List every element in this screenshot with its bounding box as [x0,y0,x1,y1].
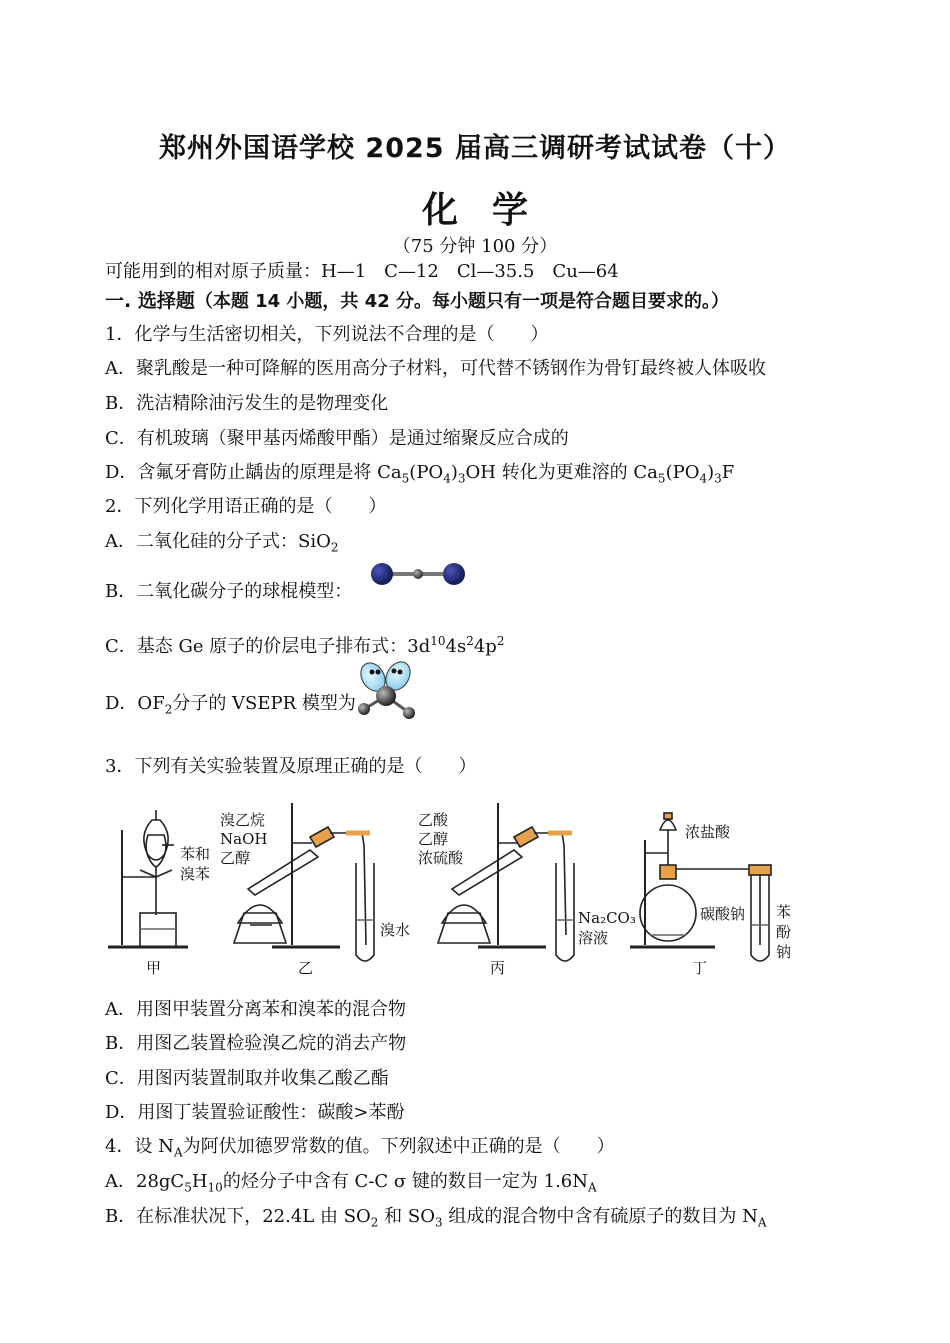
q2-option-a: A．二氧化硅的分子式：SiO$_2$ [105,531,339,555]
q1-option-b: B．洗洁精除油污发生的是物理变化 [105,393,389,414]
bing-text4: Na₂CO₃ [578,909,636,927]
section-title: 一. 选择题 [105,290,195,312]
yi-text3: 乙醇 [220,849,251,867]
q4-option-a: A．$28gC_5H_{10}$的烃分子中含有 C-C σ 键的数目一定为 $1.6N_A$ [105,1171,597,1195]
yi-label: 乙 [298,959,314,977]
q4-b-pre: B．在标准状况下，22.4L 由 SO [105,1206,371,1227]
q1-d-mid: 转化为更难溶的 Ca [501,462,658,483]
subject-title: 化学 [421,190,562,231]
q4-b-post: 组成的混合物中含有硫原子的数目为 N [448,1206,758,1227]
q1-option-c: C．有机玻璃（聚甲基丙烯酸甲酯）是通过缩聚反应合成的 [105,428,569,449]
ding-text1: 浓盐酸 [685,823,731,841]
jia-text1: 苯和 [180,845,211,863]
exam-duration: （75 分钟 100 分） [392,236,558,257]
bing-text3: 浓硫酸 [418,849,464,867]
q4-stem-pre: 4．设 N [105,1136,174,1157]
yi-text1: 溴乙烷 [220,811,266,829]
q3-option-b: B．用图乙装置检验溴乙烷的消去产物 [105,1033,407,1054]
ding-text3: 苯 [776,903,792,921]
ding-text2: 碳酸钠 [700,905,746,923]
yi-text4: 溴水 [380,921,411,939]
co2-ball-stick-model [370,560,466,590]
q2-d-rest: 分子的 VSEPR 模型为 [172,693,356,714]
bing-text1: 乙酸 [418,811,449,829]
exam-title: 郑州外国语学校 2025 届高三调研考试试卷（十） [159,133,791,164]
q3-apparatus-figure [100,795,820,980]
q2-a-text: A．二氧化硅的分子式：SiO [105,531,331,552]
q4-b-mid: 和 SO [384,1206,435,1227]
q2-d-pre: D．OF [105,693,165,714]
q2-option-b: B．二氧化碳分子的球棍模型： [105,581,353,602]
ding-label: 丁 [692,959,708,977]
jia-label: 甲 [146,959,162,977]
q2-option-c: C．基态 Ge 原子的价层电子排布式：$3d^{10}4s^24p^2$ [105,634,505,657]
section-heading [105,289,729,314]
q1-option-a: A．聚乳酸是一种可降解的医用高分子材料，可代替不锈钢作为骨钉最终被人体吸收 [105,358,766,379]
q3-option-a: A．用图甲装置分离苯和溴苯的混合物 [105,999,406,1020]
section-instructions: （本题 14 小题，共 42 分。每小题只有一项是符合题目要求的。） [194,291,730,312]
q2-option-d: D．$OF_2$分子的 VSEPR 模型为 [105,693,356,717]
ding-text4: 酚 [776,923,792,941]
q2-c-text: C．基态 Ge 原子的价层电子排布式：3d [105,636,431,657]
bing-text5: 溶液 [578,929,609,947]
jia-text2: 溴苯 [180,865,211,883]
q1-stem: 1．化学与生活密切相关，下列说法不合理的是（ ） [105,324,549,345]
yi-text2: NaOH [220,830,268,848]
bing-label: 丙 [490,959,506,977]
ding-text5: 钠 [776,943,792,961]
q3-stem: 3．下列有关实验装置及原理正确的是（ ） [105,756,477,777]
of2-vsepr-model [354,660,418,722]
q1-d-pre: D．含氟牙膏防止龋齿的原理是将 Ca [105,462,402,483]
q3-option-d: D．用图丁装置验证酸性：碳酸>苯酚 [105,1102,405,1123]
bing-text2: 乙醇 [418,830,449,848]
q4-stem: 4．设 $N_A$为阿伏加德罗常数的值。下列叙述中正确的是（ ） [105,1136,615,1160]
q4-option-b: B．在标准状况下，22.4L 由 $SO_2$ 和 $SO_3$ 组成的混合物中含有硫原子的数目为 $N_A$ [105,1206,767,1230]
q4-a-pre: A．28gC [105,1171,185,1192]
q4-stem-post: 为阿伏加德罗常数的值。下列叙述中正确的是（ ） [182,1136,615,1157]
q4-a-mid: 的烃分子中含有 C-C σ 键的数目一定为 1.6N [222,1171,589,1192]
q3-option-c: C．用图丙装置制取并收集乙酸乙酯 [105,1068,389,1089]
atomic-masses: 可能用到的相对原子质量：H—1 C—12 Cl—35.5 Cu—64 [105,261,619,282]
q1-option-d: D．含氟牙膏防止龋齿的原理是将 $Ca_5(PO_4)_3OH$ 转化为更难溶的 $Ca_5(PO_4)_3F$ [105,462,735,486]
q2-stem: 2．下列化学用语正确的是（ ） [105,496,387,517]
